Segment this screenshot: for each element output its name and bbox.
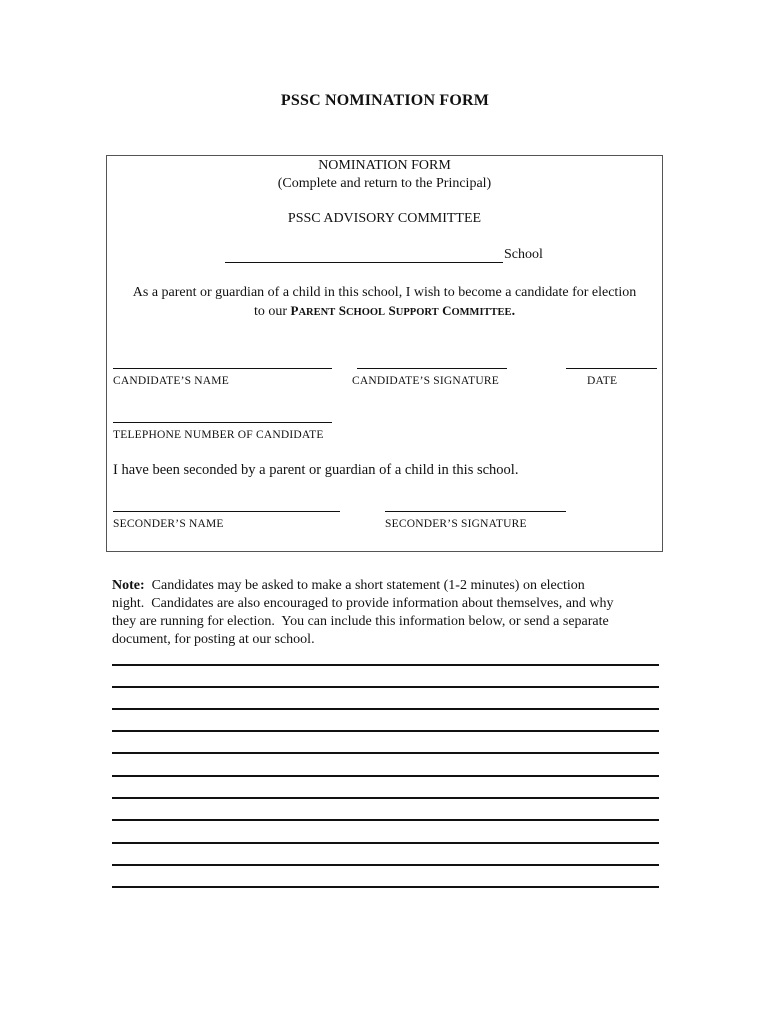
writing-line[interactable] [112, 886, 659, 888]
candidate-name-field[interactable] [113, 368, 332, 369]
note-line-4: document, for posting at our school. [112, 632, 315, 647]
candidacy-statement-line-1: As a parent or guardian of a child in this school, I wish to become a candidate for election [132, 285, 637, 300]
note-label: Note: [112, 578, 145, 593]
writing-line[interactable] [112, 864, 659, 866]
note-line-2: night. Candidates are also encouraged to provide information about themselves, and why [112, 596, 614, 611]
seconder-name-field[interactable] [113, 511, 340, 512]
committee-name: PARENT SCHOOL SUPPORT COMMITTEE. [290, 303, 516, 319]
note-line-1: Note: Candidates may be asked to make a short statement (1-2 minutes) on election [112, 578, 585, 593]
committee-heading: PSSC ADVISORY COMMITTEE [287, 211, 482, 226]
note-line-3: they are running for election. You can include this information below, or send a separate [112, 614, 609, 629]
writing-line[interactable] [112, 708, 659, 710]
seconder-signature-field[interactable] [385, 511, 566, 512]
writing-line[interactable] [112, 819, 659, 821]
note-paragraph [112, 577, 672, 649]
telephone-label: TELEPHONE NUMBER OF CANDIDATE [113, 429, 324, 441]
writing-line[interactable] [112, 686, 659, 688]
seconded-statement: I have been seconded by a parent or guardian of a child in this school. [113, 462, 519, 478]
writing-line[interactable] [112, 730, 659, 732]
statement-prefix: to our [253, 304, 291, 319]
date-field[interactable] [566, 368, 657, 369]
date-label: DATE [587, 375, 618, 387]
writing-line[interactable] [112, 842, 659, 844]
school-name-field[interactable] [225, 262, 503, 263]
candidate-signature-label: CANDIDATE’S SIGNATURE [352, 375, 499, 387]
writing-line[interactable] [112, 797, 659, 799]
school-label: School [504, 247, 543, 262]
writing-line[interactable] [112, 664, 659, 666]
writing-line[interactable] [112, 775, 659, 777]
seconder-signature-label: SECONDER’S SIGNATURE [385, 518, 527, 530]
form-subheading: (Complete and return to the Principal) [277, 176, 492, 191]
candidate-signature-field[interactable] [357, 368, 507, 369]
page-title: PSSC NOMINATION FORM [280, 92, 490, 109]
candidacy-statement-line-2 [106, 302, 663, 322]
candidate-name-label: CANDIDATE’S NAME [113, 375, 229, 387]
writing-line[interactable] [112, 752, 659, 754]
seconder-name-label: SECONDER’S NAME [113, 518, 224, 530]
telephone-field[interactable] [113, 422, 332, 423]
form-heading: NOMINATION FORM [318, 158, 451, 173]
